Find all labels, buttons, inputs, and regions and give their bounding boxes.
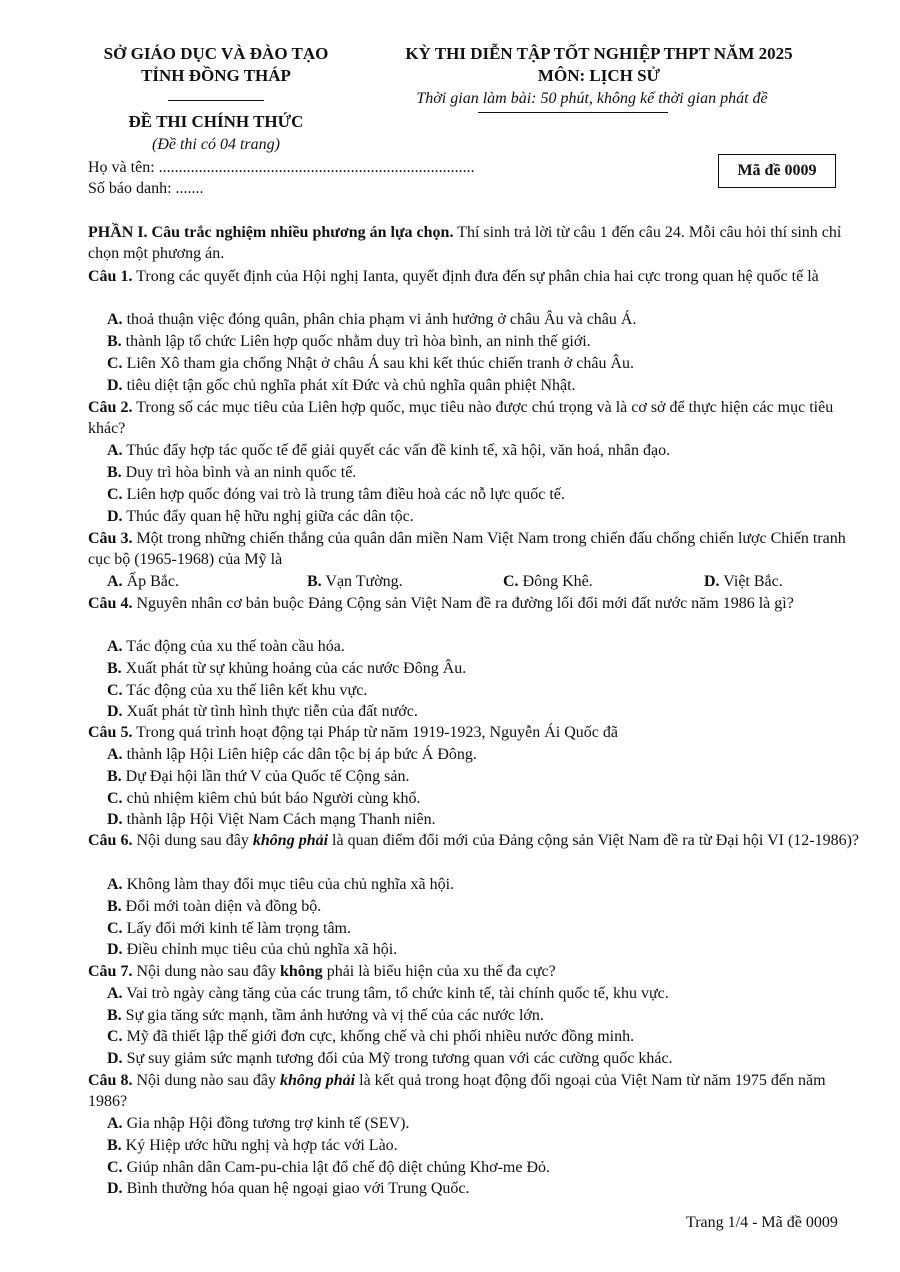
question-4: [88, 593, 860, 614]
q5-option-d: D. thành lập Hội Việt Nam Cách mạng Thanh niên.: [107, 811, 436, 828]
official-label: ĐỀ THI CHÍNH THỨC: [128, 112, 304, 131]
q4-option-b: B. Xuất phát từ sự khủng hoảng của các nước Đông Âu.: [107, 660, 467, 677]
q6-option-d: D. Điều chỉnh mục tiêu của chủ nghĩa xã hội.: [107, 941, 398, 958]
question-7: [88, 961, 860, 982]
q8-option-d: D. Bình thường hóa quan hệ ngoại giao với Trung Quốc.: [107, 1180, 470, 1197]
q1-option-b: B. thành lập tổ chức Liên hợp quốc nhằm duy trì hòa bình, an ninh thế giới.: [107, 333, 591, 350]
department-name: SỞ GIÁO DỤC VÀ ĐÀO TẠO: [103, 44, 329, 63]
part1-text: Thí sinh trả lời từ câu 1 đến câu 24. Mỗi câu hỏi thí sinh chỉ chọn một phương án.: [88, 224, 842, 262]
q3-option-a: A. Ấp Bắc.: [107, 573, 179, 590]
q7-option-b: B. Sự gia tăng sức mạnh, tầm ảnh hưởng và vị thế của các nước lớn.: [107, 1007, 544, 1024]
q7-option-a: A. Vai trò ngày càng tăng của các trung tâm, tổ chức kinh tế, tài chính quốc tế, khu vực.: [107, 985, 669, 1002]
question-label: Câu 6.: [88, 832, 133, 849]
q5-option-a: A. thành lập Hội Liên hiệp các dân tộc bị áp bức Á Đông.: [107, 746, 477, 763]
header-left-rule: [168, 100, 264, 101]
question-text: Nội dung sau đây: [132, 832, 253, 849]
part1-instructions: [88, 222, 860, 264]
question-label: Câu 8.: [88, 1072, 133, 1089]
q6-option-b: B. Đổi mới toàn diện và đồng bộ.: [107, 898, 322, 915]
question-text: Trong các quyết định của Hội nghị Ianta, quyết định đưa đến sự phân chia hai cực trong quan hệ quốc tế là: [132, 268, 819, 285]
q1-option-c: C. Liên Xô tham gia chống Nhật ở châu Á sau khi kết thúc chiến tranh ở châu Âu.: [107, 355, 635, 372]
q7-option-d: D. Sự suy giảm sức mạnh tương đối của Mỹ trong tương quan với các cường quốc khác.: [107, 1050, 673, 1067]
q1-option-a: A. thoả thuận việc đóng quân, phân chia phạm vi ảnh hưởng ở châu Âu và châu Á.: [107, 311, 637, 328]
question-3: [88, 528, 860, 570]
exam-code: Mã đề 0009: [737, 162, 817, 179]
question-label: Câu 5.: [88, 724, 133, 741]
q4-option-d: D. Xuất phát từ tình hình thực tiễn của đất nước.: [107, 703, 418, 720]
q6-option-c: C. Lấy đổi mới kinh tế làm trọng tâm.: [107, 920, 351, 937]
time-note: Thời gian làm bài: 50 phút, không kể thời gian phát đề: [416, 90, 768, 107]
question-emphasis: không phải: [279, 1072, 356, 1089]
q3-option-b: B. Vạn Tường.: [307, 573, 403, 590]
q3-option-d: D. Việt Bắc.: [704, 573, 783, 590]
q1-option-d: D. tiêu diệt tận gốc chủ nghĩa phát xít Đức và chủ nghĩa quân phiệt Nhật.: [107, 377, 576, 394]
question-emphasis: không: [279, 963, 323, 980]
q4-option-c: C. Tác động của xu thế liên kết khu vực.: [107, 682, 368, 699]
pages-note: (Đề thi có 04 trang): [152, 136, 280, 153]
question-text: Một trong những chiến thắng của quân dân miền Nam Việt Nam trong chiến đấu chống chiến lược Chiến tranh cục bộ (1965-1968) của Mỹ là: [88, 530, 846, 568]
part1-title: PHẦN I. Câu trắc nghiệm nhiều phương án lựa chọn.: [88, 224, 454, 241]
q2-option-d: D. Thúc đẩy quan hệ hữu nghị giữa các dân tộc.: [107, 508, 414, 525]
q2-option-c: C. Liên hợp quốc đóng vai trò là trung tâm điều hoà các nỗ lực quốc tế.: [107, 486, 565, 503]
question-text: Nội dung nào sau đây: [132, 963, 280, 980]
question-label: Câu 1.: [88, 268, 133, 285]
q2-option-b: B. Duy trì hòa bình và an ninh quốc tế.: [107, 464, 357, 481]
q5-option-b: B. Dự Đại hội lần thứ V của Quốc tế Cộng sản.: [107, 768, 410, 785]
exam-code-box: [718, 154, 836, 188]
question-text: Nguyên nhân cơ bản buộc Đảng Cộng sản Việt Nam đề ra đường lối đổi mới đất nước năm 1986 là gì?: [132, 595, 794, 612]
q8-option-c: C. Giúp nhân dân Cam-pu-chia lật đổ chế độ diệt chủng Khơ-me Đỏ.: [107, 1159, 551, 1176]
question-text-tail: phải là biểu hiện của xu thế đa cực?: [322, 963, 556, 980]
q4-option-a: A. Tác động của xu thế toàn cầu hóa.: [107, 638, 345, 655]
question-label: Câu 7.: [88, 963, 133, 980]
question-label: Câu 3.: [88, 530, 133, 547]
question-label: Câu 4.: [88, 595, 133, 612]
province-name: TỈNH ĐỒNG THÁP: [141, 66, 291, 85]
question-8: [88, 1070, 860, 1112]
q5-option-c: C. chủ nhiệm kiêm chủ bút báo Người cùng khổ.: [107, 790, 421, 807]
question-5: [88, 722, 860, 743]
header-right-rule: [478, 112, 668, 113]
q3-option-c: C. Đông Khê.: [503, 573, 593, 590]
question-text: Nội dung nào sau đây: [132, 1072, 280, 1089]
question-text-tail: là kết quả trong hoạt động đối ngoại của Việt Nam từ năm 1975 đến năm 1986?: [88, 1072, 826, 1110]
q7-option-c: C. Mỹ đã thiết lập thế giới đơn cực, khống chế và chi phối nhiều nước đồng minh.: [107, 1028, 635, 1045]
question-text: Trong số các mục tiêu của Liên hợp quốc, mục tiêu nào được chú trọng và là cơ sở để thực hiện các mục tiêu khác?: [88, 399, 834, 437]
q8-option-a: A. Gia nhập Hội đồng tương trợ kinh tế (SEV).: [107, 1115, 410, 1132]
q8-option-b: B. Ký Hiệp ước hữu nghị và hợp tác với Lào.: [107, 1137, 398, 1154]
question-2: [88, 397, 860, 439]
question-emphasis: không phải: [252, 832, 329, 849]
question-6: [88, 830, 860, 851]
candidate-id-field: Số báo danh: .......: [88, 180, 204, 197]
exam-title: KỲ THI DIỄN TẬP TỐT NGHIỆP THPT NĂM 2025: [405, 44, 793, 63]
subject-title: MÔN: LỊCH SỬ: [537, 66, 661, 85]
question-text: Trong quá trình hoạt động tại Pháp từ năm 1919-1923, Nguyễn Ái Quốc đã: [132, 724, 618, 741]
q6-option-a: A. Không làm thay đổi mục tiêu của chủ nghĩa xã hội.: [107, 876, 455, 893]
candidate-name-field: Họ và tên: ...............................................................................: [88, 159, 475, 176]
q2-option-a: A. Thúc đẩy hợp tác quốc tế để giải quyết các vấn đề kinh tế, xã hội, văn hoá, nhân đạo.: [107, 442, 671, 459]
question-text-tail: là quan điểm đổi mới của Đảng cộng sản Việt Nam đề ra từ Đại hội VI (12-1986)?: [328, 832, 860, 849]
question-label: Câu 2.: [88, 399, 133, 416]
page-footer: Trang 1/4 - Mã đề 0009: [686, 1214, 838, 1231]
question-1: [88, 266, 860, 287]
